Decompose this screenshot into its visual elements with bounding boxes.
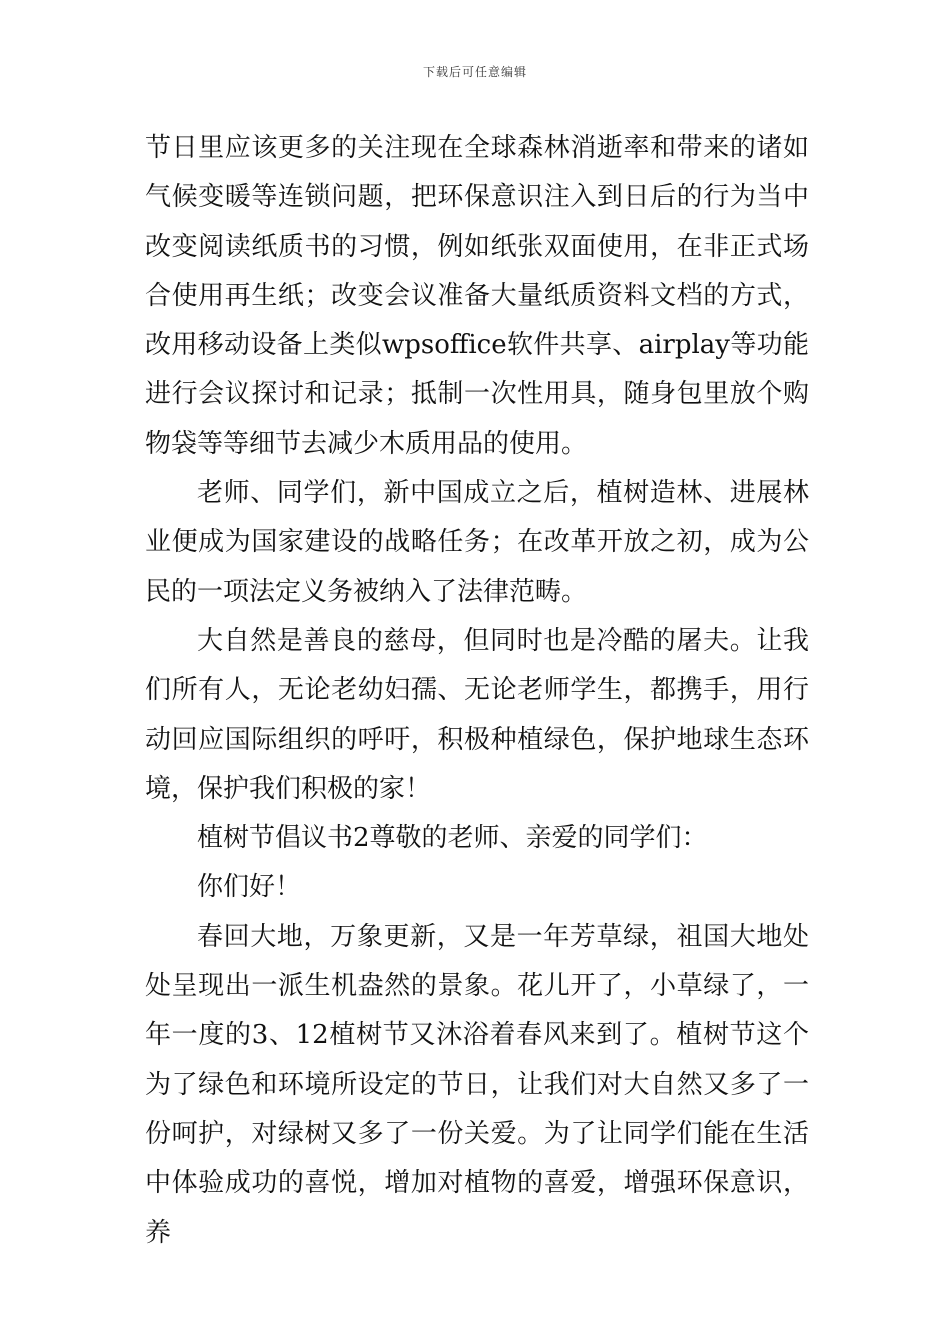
paragraph-1: 节日里应该更多的关注现在全球森林消逝率和带来的诸如气候变暖等连锁问题，把环保意识注入到日后的行为当中改变阅读纸质书的习惯，例如纸张双面使用，在非正式场合使用再生纸；改变会议准备大量纸质资料文档的方式，改用移动设备上类似wpsoffice软件共享、airplay等功能进行会议探讨和记录；抵制一次性用具，随身包里放个购物袋等等细节去减少木质用品的使用。 bbox=[145, 133, 809, 459]
document-body bbox=[145, 124, 809, 1258]
page-header: 下载后可任意编辑 bbox=[422, 65, 527, 79]
paragraph-2: 老师、同学们，新中国成立之后，植树造林、进展林业便成为国家建设的战略任务；在改革开放之初，成为公民的一项法定义务被纳入了法律范畴。 bbox=[145, 478, 809, 607]
paragraph-4: 植树节倡议书2尊敬的老师、亲爱的同学们： bbox=[197, 823, 708, 854]
paragraph-5: 你们好！ bbox=[197, 872, 302, 903]
paragraph-6: 春回大地，万象更新，又是一年芳草绿，祖国大地处处呈现出一派生机盎然的景象。花儿开了，小草绿了，一年一度的3、12植树节又沐浴着春风来到了。植树节这个为了绿色和环境所设定的节日，让我们对大自然又多了一份呵护，对绿树又多了一份关爱。为了让同学们能在生活中体验成功的喜悦，增加对植物的喜爱，增强环保意识，养 bbox=[145, 921, 809, 1248]
paragraph-3: 大自然是善良的慈母，但同时也是冷酷的屠夫。让我们所有人，无论老幼妇孺、无论老师学生，都携手，用行动回应国际组织的呼吁，积极种植绿色，保护地球生态环境，保护我们积极的家！ bbox=[145, 625, 809, 804]
